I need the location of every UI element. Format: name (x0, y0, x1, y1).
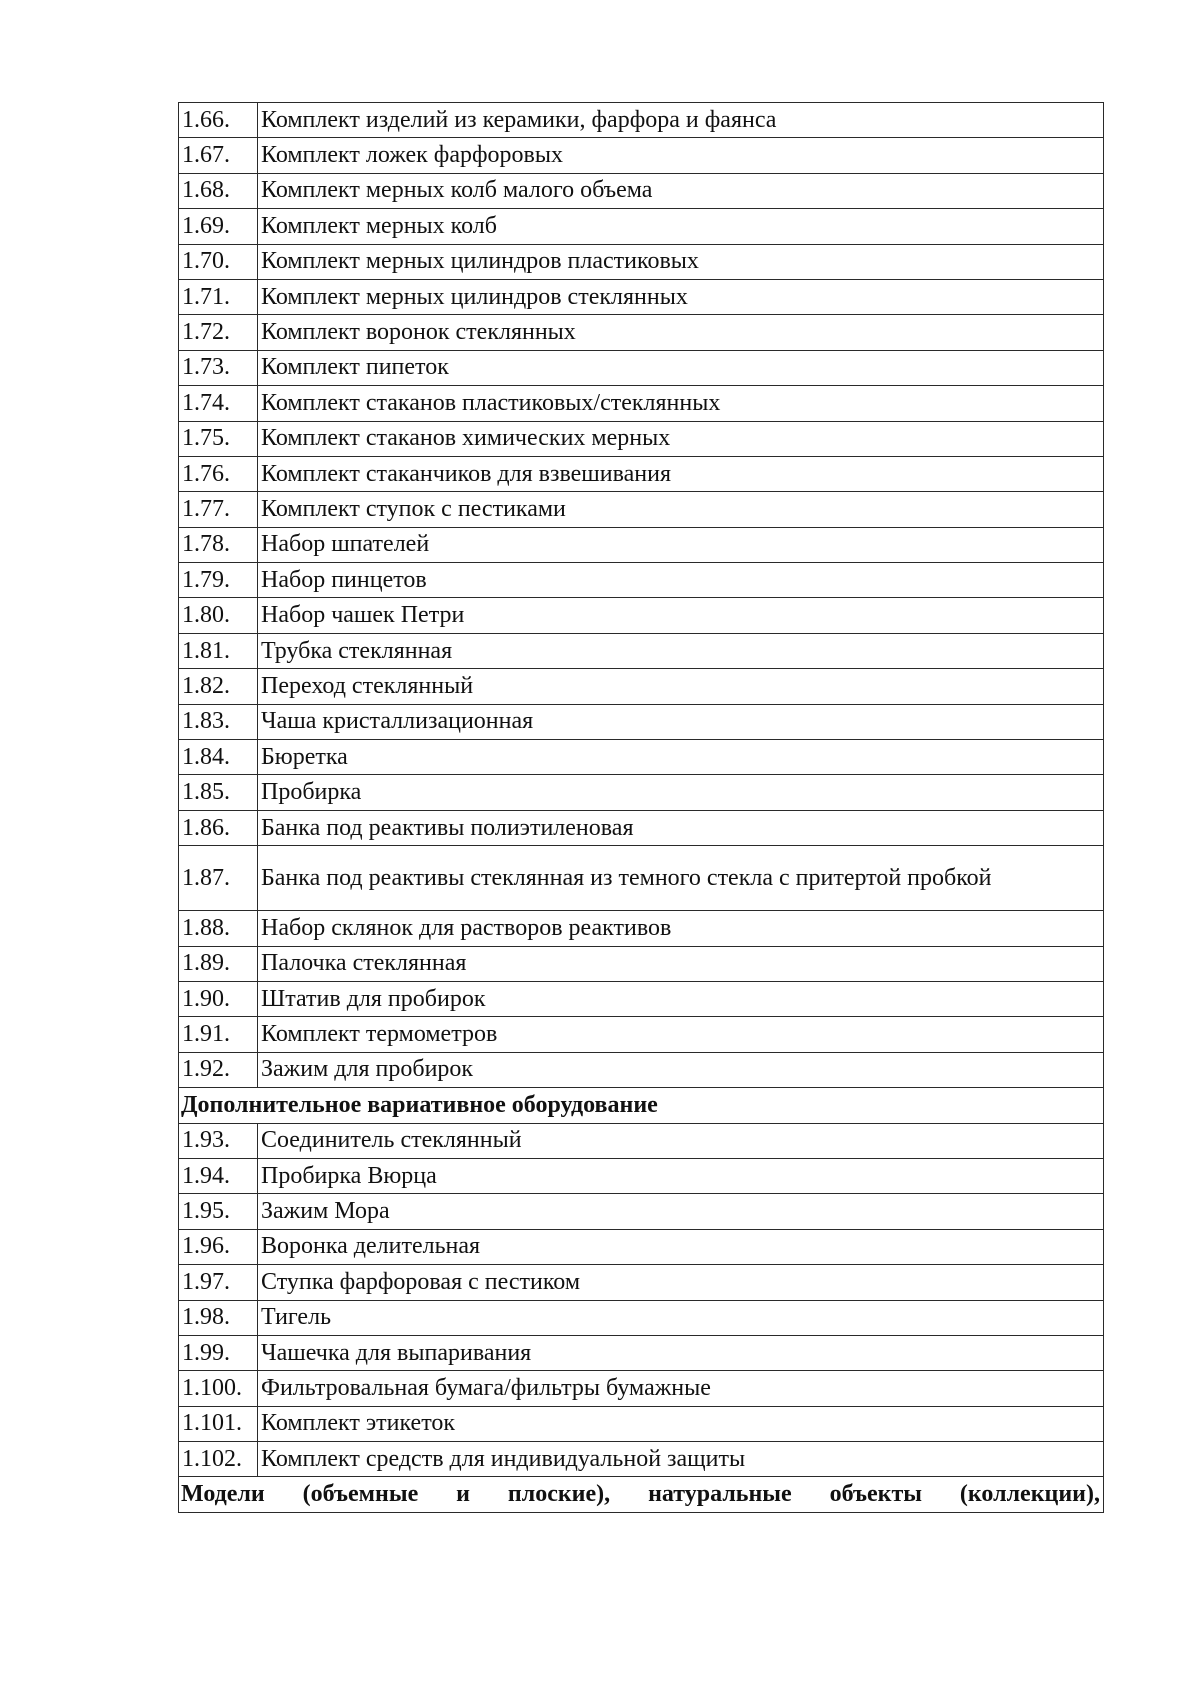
row-number: 1.87. (179, 846, 258, 911)
row-number: 1.66. (179, 103, 258, 138)
row-number: 1.71. (179, 279, 258, 314)
row-name: Соединитель стеклянный (258, 1123, 1104, 1158)
row-name: Комплект мерных колб (258, 209, 1104, 244)
row-name: Тигель (258, 1300, 1104, 1335)
table-row (179, 598, 1104, 633)
row-name: Комплект стаканов химических мерных (258, 421, 1104, 456)
row-number: 1.76. (179, 456, 258, 491)
row-number: 1.67. (179, 138, 258, 173)
row-name: Комплект стаканов пластиковых/стеклянных (258, 386, 1104, 421)
row-number: 1.92. (179, 1052, 258, 1087)
table-row (179, 103, 1104, 138)
row-number: 1.83. (179, 704, 258, 739)
row-name: Комплект ложек фарфоровых (258, 138, 1104, 173)
table-row (179, 1335, 1104, 1370)
row-name: Набор пинцетов (258, 563, 1104, 598)
table-row (179, 740, 1104, 775)
row-name: Набор склянок для растворов реактивов (258, 911, 1104, 946)
equipment-table-body (179, 103, 1104, 1513)
row-name: Комплект пипеток (258, 350, 1104, 385)
table-row (179, 456, 1104, 491)
table-row (179, 173, 1104, 208)
table-row (179, 1406, 1104, 1441)
row-number: 1.100. (179, 1371, 258, 1406)
row-number: 1.86. (179, 810, 258, 845)
row-name: Комплект мерных колб малого объема (258, 173, 1104, 208)
row-name: Комплект изделий из керамики, фарфора и фаянса (258, 103, 1104, 138)
table-row (179, 775, 1104, 810)
table-row (179, 704, 1104, 739)
row-number: 1.75. (179, 421, 258, 456)
row-name: Переход стеклянный (258, 669, 1104, 704)
row-number: 1.102. (179, 1442, 258, 1477)
row-name: Пробирка Вюрца (258, 1158, 1104, 1193)
row-name: Комплект этикеток (258, 1406, 1104, 1441)
row-name: Бюретка (258, 740, 1104, 775)
row-number: 1.81. (179, 633, 258, 668)
row-number: 1.70. (179, 244, 258, 279)
row-name: Зажим для пробирок (258, 1052, 1104, 1087)
row-name: Чашечка для выпаривания (258, 1335, 1104, 1370)
row-number: 1.85. (179, 775, 258, 810)
row-number: 1.88. (179, 911, 258, 946)
row-name: Трубка стеклянная (258, 633, 1104, 668)
row-name: Фильтровальная бумага/фильтры бумажные (258, 1371, 1104, 1406)
row-number: 1.96. (179, 1229, 258, 1264)
row-number: 1.82. (179, 669, 258, 704)
table-row (179, 527, 1104, 562)
row-number: 1.93. (179, 1123, 258, 1158)
row-name: Штатив для пробирок (258, 981, 1104, 1016)
row-number: 1.101. (179, 1406, 258, 1441)
table-row (179, 315, 1104, 350)
row-number: 1.90. (179, 981, 258, 1016)
table-row (179, 1194, 1104, 1229)
table-row (179, 244, 1104, 279)
row-name: Комплект средств для индивидуальной защиты (258, 1442, 1104, 1477)
table-row (179, 421, 1104, 456)
table-row (179, 1052, 1104, 1087)
row-number: 1.72. (179, 315, 258, 350)
row-number: 1.69. (179, 209, 258, 244)
row-name: Банка под реактивы полиэтиленовая (258, 810, 1104, 845)
row-name: Комплект воронок стеклянных (258, 315, 1104, 350)
table-row (179, 209, 1104, 244)
equipment-table (178, 102, 1104, 1513)
row-number: 1.78. (179, 527, 258, 562)
table-row (179, 669, 1104, 704)
row-name: Банка под реактивы стеклянная из темного стекла с притертой пробкой (258, 846, 1104, 911)
row-number: 1.73. (179, 350, 258, 385)
row-name: Ступка фарфоровая с пестиком (258, 1265, 1104, 1300)
row-name: Воронка делительная (258, 1229, 1104, 1264)
table-row (179, 386, 1104, 421)
section-heading-row (179, 1477, 1104, 1512)
table-row (179, 810, 1104, 845)
table-row (179, 911, 1104, 946)
table-row (179, 846, 1104, 911)
row-number: 1.84. (179, 740, 258, 775)
row-name: Чаша кристаллизационная (258, 704, 1104, 739)
row-number: 1.97. (179, 1265, 258, 1300)
table-row (179, 1229, 1104, 1264)
table-row (179, 1371, 1104, 1406)
row-number: 1.80. (179, 598, 258, 633)
row-number: 1.94. (179, 1158, 258, 1193)
row-number: 1.99. (179, 1335, 258, 1370)
row-name: Палочка стеклянная (258, 946, 1104, 981)
row-name: Комплект стаканчиков для взвешивания (258, 456, 1104, 491)
row-name: Набор шпателей (258, 527, 1104, 562)
table-row (179, 1123, 1104, 1158)
table-row (179, 1265, 1104, 1300)
row-name: Комплект мерных цилиндров стеклянных (258, 279, 1104, 314)
table-row (179, 1158, 1104, 1193)
row-number: 1.98. (179, 1300, 258, 1335)
table-row (179, 981, 1104, 1016)
row-name: Зажим Мора (258, 1194, 1104, 1229)
table-row (179, 138, 1104, 173)
row-number: 1.91. (179, 1017, 258, 1052)
table-row (179, 492, 1104, 527)
table-row (179, 1442, 1104, 1477)
row-name: Набор чашек Петри (258, 598, 1104, 633)
table-row (179, 946, 1104, 981)
section-heading: Модели (объемные и плоские), натуральные объекты (коллекции), (179, 1477, 1104, 1512)
row-number: 1.95. (179, 1194, 258, 1229)
table-row (179, 279, 1104, 314)
row-number: 1.74. (179, 386, 258, 421)
row-name: Комплект мерных цилиндров пластиковых (258, 244, 1104, 279)
table-row (179, 1300, 1104, 1335)
row-number: 1.79. (179, 563, 258, 598)
table-row (179, 633, 1104, 668)
row-number: 1.68. (179, 173, 258, 208)
section-heading: Дополнительное вариативное оборудование (179, 1088, 1104, 1123)
row-number: 1.77. (179, 492, 258, 527)
table-row (179, 1017, 1104, 1052)
row-name: Комплект ступок с пестиками (258, 492, 1104, 527)
row-number: 1.89. (179, 946, 258, 981)
row-name: Комплект термометров (258, 1017, 1104, 1052)
section-heading-row (179, 1088, 1104, 1123)
row-name: Пробирка (258, 775, 1104, 810)
table-row (179, 350, 1104, 385)
table-row (179, 563, 1104, 598)
